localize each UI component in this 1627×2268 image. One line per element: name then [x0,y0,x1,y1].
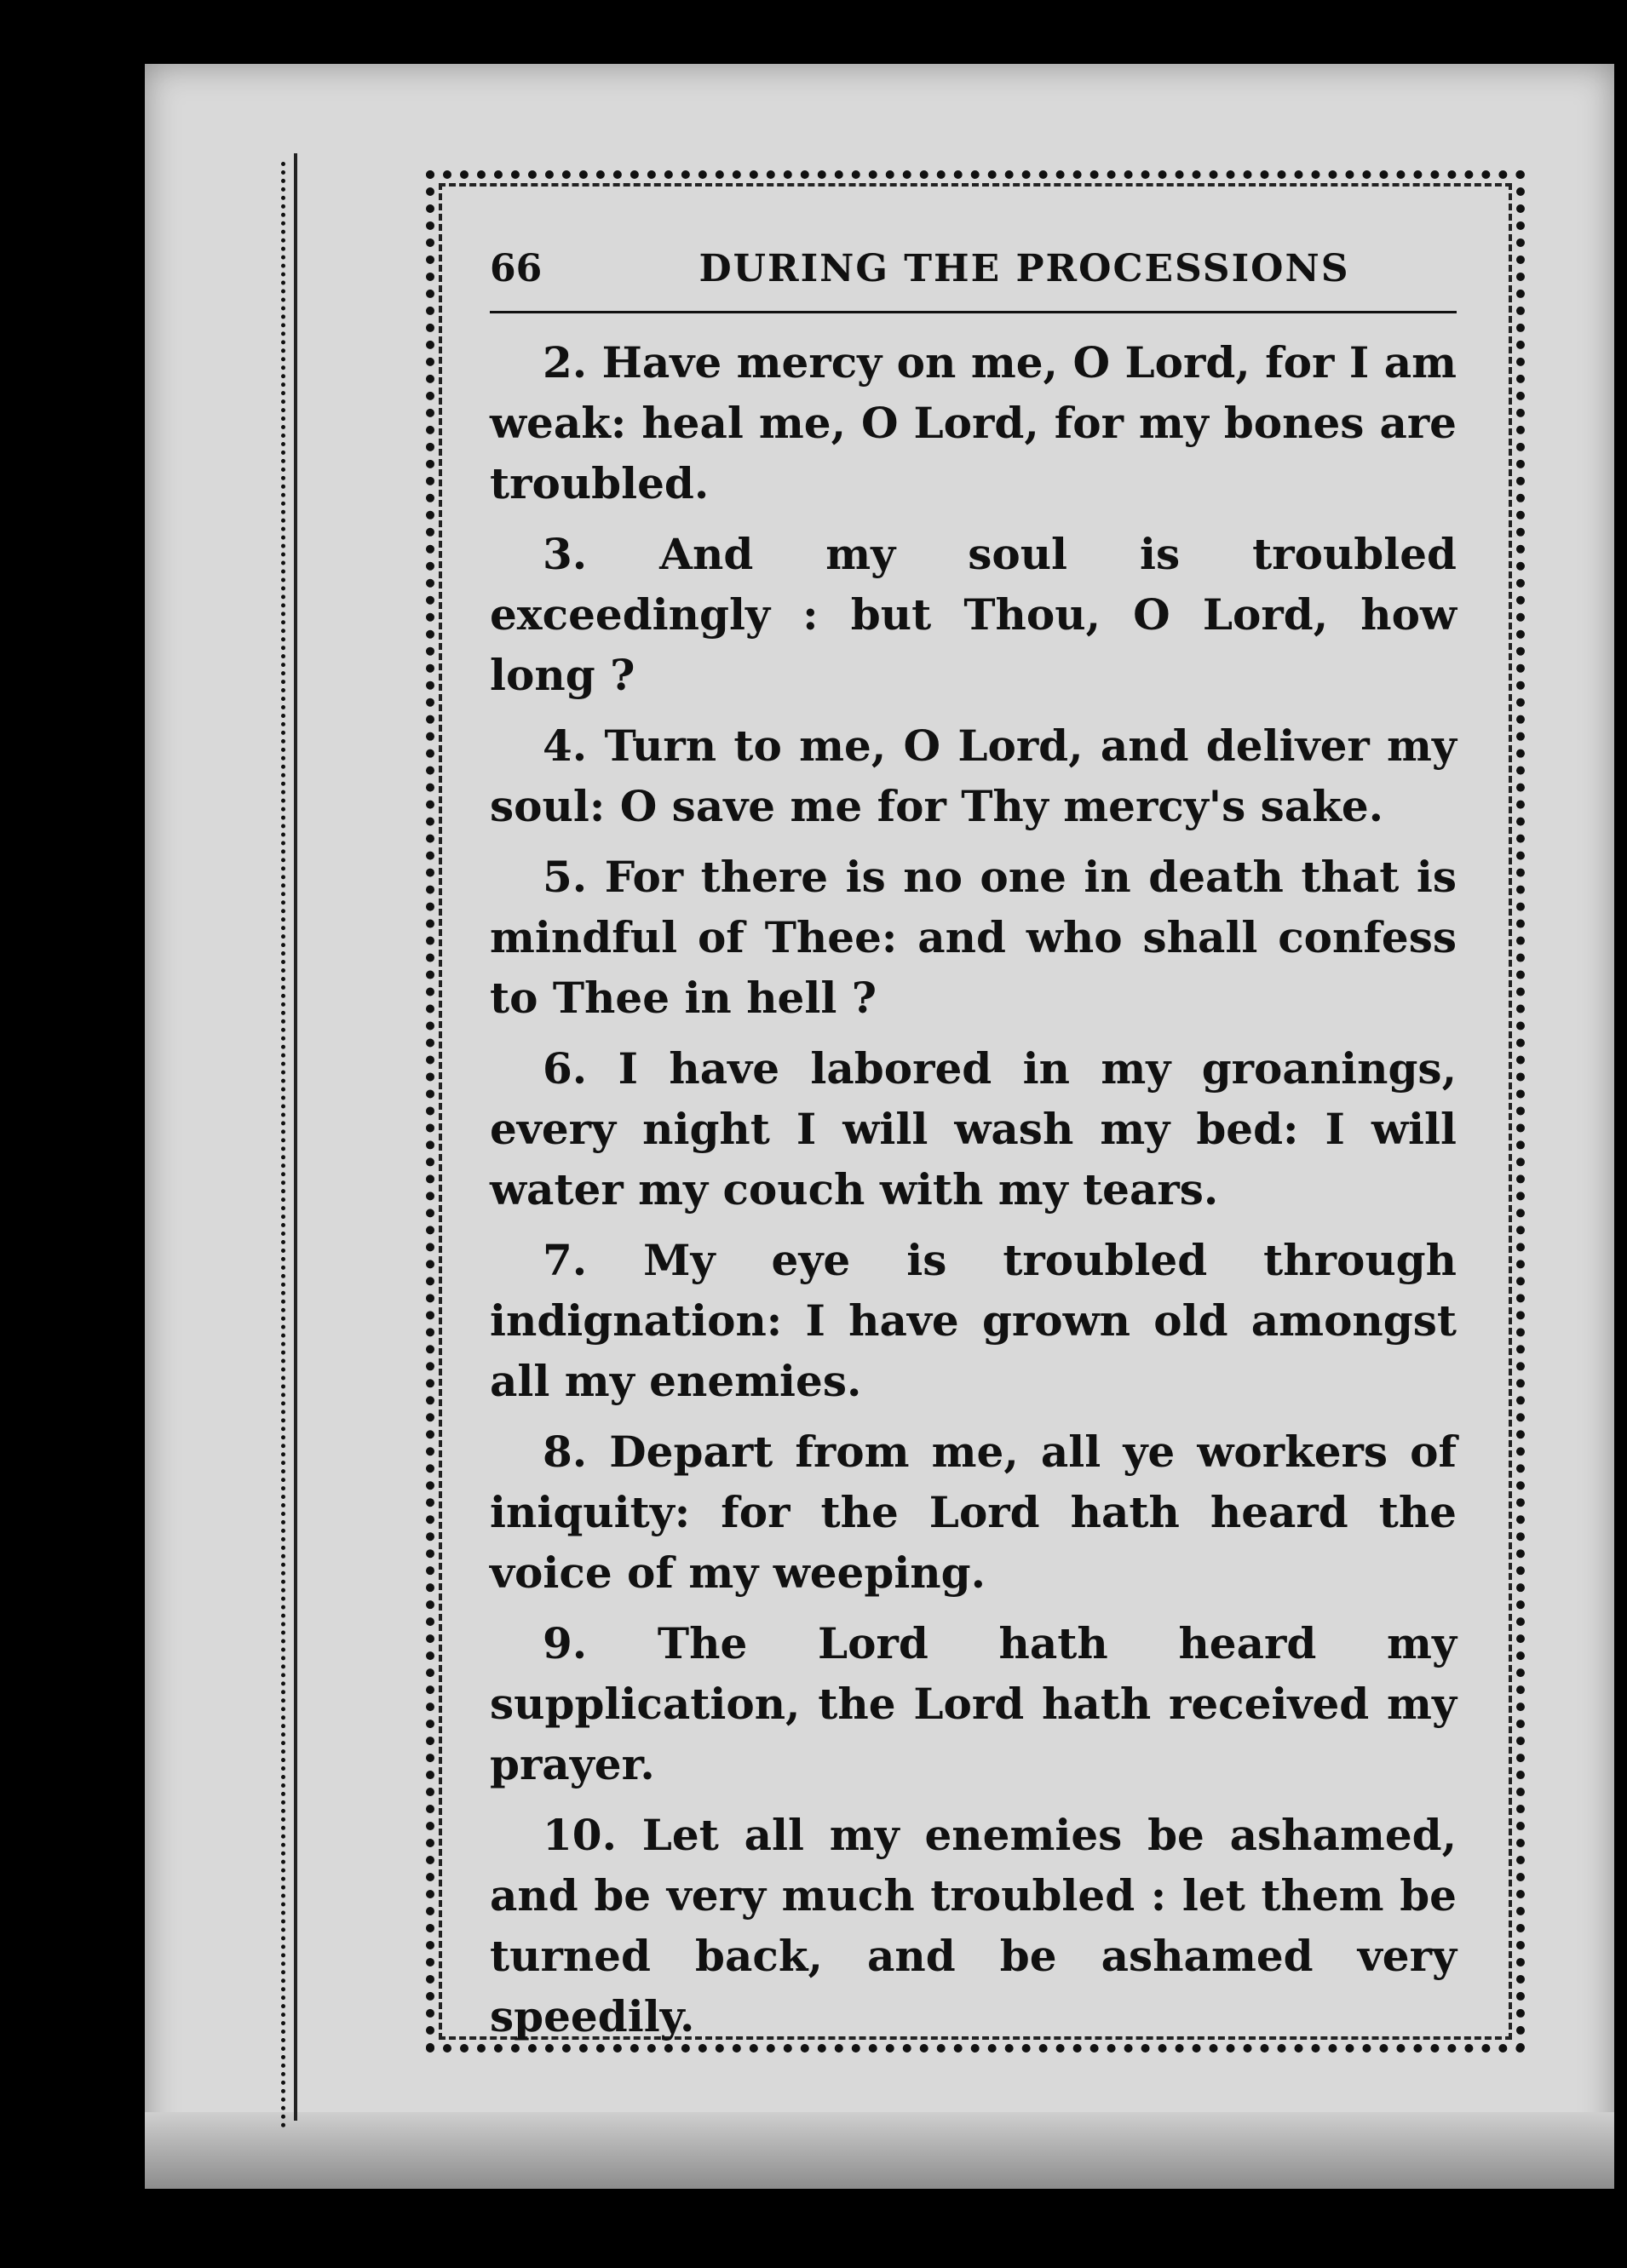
verse-3: 3. And my soul is troubled exceedingly : but Thou, O Lord, how long ? [490,529,1457,700]
verse-8: 8. Depart from me, all ye workers of iniquity: for the Lord hath heard the voice of my weeping. [490,1427,1457,1598]
verse-9: 9. The Lord hath heard my supplication, the Lord hath received my prayer. [490,1618,1457,1789]
page-bottom-shadow [145,2112,1614,2189]
page-edge-dots [281,162,301,2129]
verse-2: 2. Have mercy on me, O Lord, for I am weak: heal me, O Lord, for my bones are troubled. [490,337,1457,508]
page-content [490,247,1457,2057]
verse-5: 5. For there is no one in death that is mindful of Thee: and who shall confess to Thee in hell ? [490,852,1457,1023]
verse-4: 4. Turn to me, O Lord, and deliver my soul: O save me for Thy mercy's sake. [490,721,1457,831]
page-number: 66 [490,247,543,290]
verse-10: 10. Let all my enemies be ashamed, and be very much troubled : let them be turned back, and be ashamed very speedily. [490,1810,1457,2041]
verse-6: 6. I have labored in my groanings, every night I will wash my bed: I will water my couch with my tears. [490,1043,1457,1214]
running-head [490,247,1457,313]
verse-7: 7. My eye is troubled through indignation: I have grown old amongst all my enemies. [490,1235,1457,1406]
page-edge-line [294,153,297,2121]
section-title: DURING THE PROCESSIONS [699,247,1350,290]
